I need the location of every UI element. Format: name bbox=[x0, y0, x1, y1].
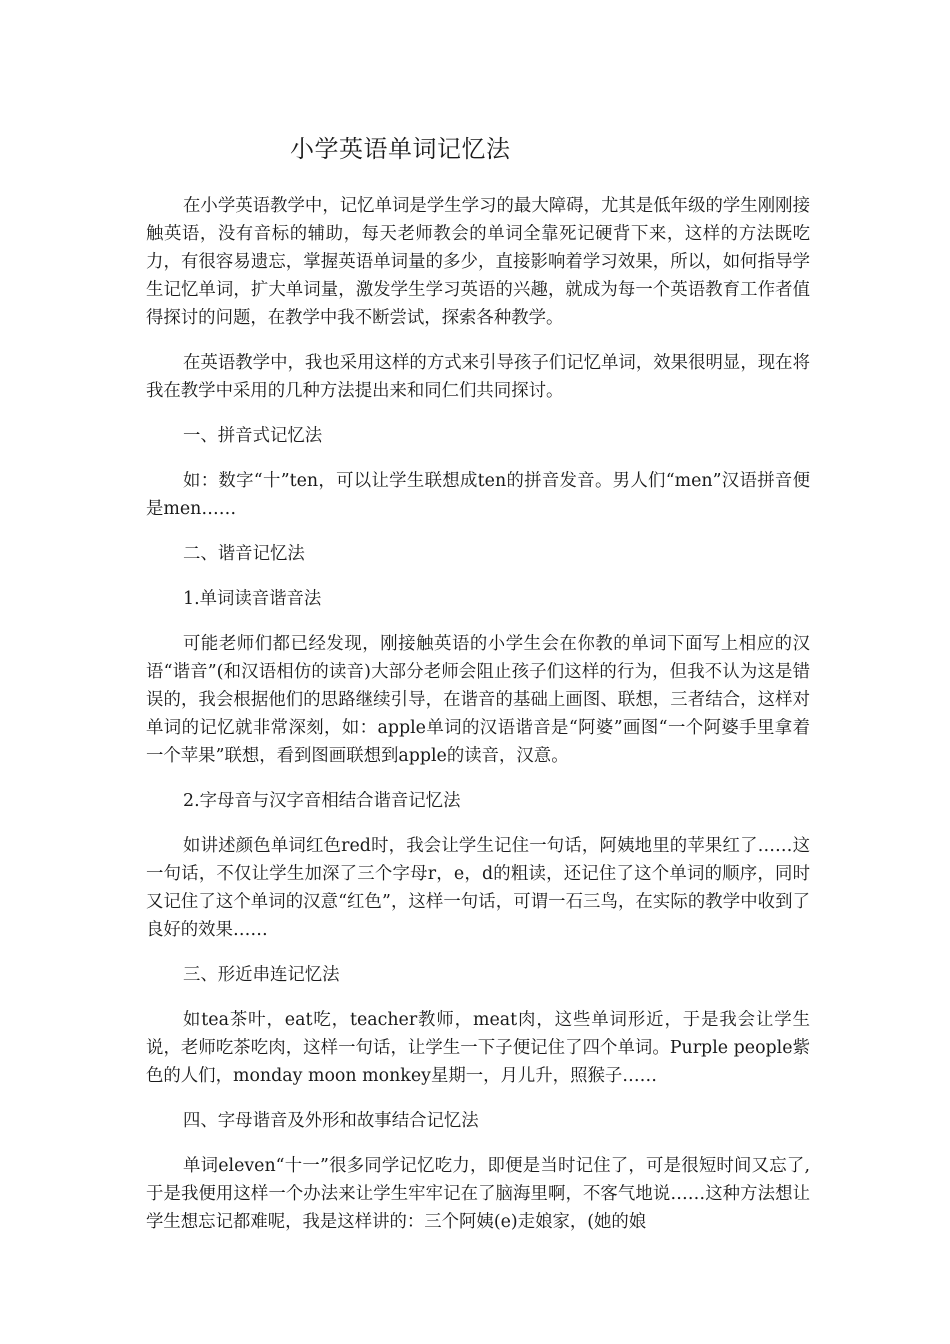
section-heading: 四、字母谐音及外形和故事结合记忆法 bbox=[183, 1111, 479, 1131]
section-heading: 一、拼音式记忆法 bbox=[183, 426, 323, 446]
paragraph: 单词eleven“十一”很多同学记忆吃力，即便是当时记住了，可是很短时间又忘了,于是我便用这样一个办法来让学生牢牢记在了脑海里啊，不客气地说……这种方法想让学生想忘记都难呢，我是这样讲的：三个阿姨(e)走娘家，(她的娘 bbox=[146, 1156, 810, 1232]
paragraph: 在小学英语教学中，记忆单词是学生学习的最大障碍，尤其是低年级的学生刚刚接触英语，没有音标的辅助，每天老师教会的单词全靠死记硬背下来，这样的方法既吃力，有很容易遗忘，掌握英语单词量的多少，直接影响着学习效果，所以，如何指导学生记忆单词，扩大单词量，激发学生学习英语的兴趣，就成为每一个英语教育工作者值得探讨的问题，在教学中我不断尝试，探索各种教学。 bbox=[146, 196, 810, 328]
paragraph: 如tea茶叶，eat吃，teacher教师，meat肉，这些单词形近，于是我会让学生说，老师吃茶吃肉，这样一句话，让学生一下子便记住了四个单词。Purple people紫色的人们，monday moon monkey星期一，月儿升，照猴子…… bbox=[146, 1010, 810, 1086]
paragraph: 如讲述颜色单词红色red时，我会让学生记住一句话，阿姨地里的苹果红了……这一句话，不仅让学生加深了三个字母r，e，d的粗读，还记住了这个单词的顺序，同时又记住了这个单词的汉意“红色”，这样一句话，可谓一石三鸟，在实际的教学中收到了良好的效果…… bbox=[146, 836, 810, 940]
document-body bbox=[146, 192, 810, 1253]
section-heading: 二、谐音记忆法 bbox=[183, 544, 305, 564]
subsection-heading: 1.单词读音谐音法 bbox=[183, 589, 322, 609]
paragraph: 可能老师们都已经发现，刚接触英语的小学生会在你教的单词下面写上相应的汉语“谐音”(和汉语相仿的读音)大部分老师会阻止孩子们这样的行为，但我不认为这是错误的，我会根据他们的思路继续引导，在谐音的基础上画图、联想，三者结合，这样对单词的记忆就非常深刻，如：apple单词的汉语谐音是“阿婆”画图“一个阿婆手里拿着一个苹果”联想，看到图画联想到apple的读音，汉意。 bbox=[146, 634, 810, 766]
subsection-heading: 2.字母音与汉字音相结合谐音记忆法 bbox=[183, 791, 461, 811]
section-heading: 三、形近串连记忆法 bbox=[183, 965, 340, 985]
paragraph: 在英语教学中，我也采用这样的方式来引导孩子们记忆单词，效果很明显，现在将我在教学中采用的几种方法提出来和同仁们共同探讨。 bbox=[146, 353, 810, 401]
document-title: 小学英语单词记忆法 bbox=[290, 135, 511, 163]
paragraph: 如：数字“十”ten，可以让学生联想成ten的拼音发音。男人们“men”汉语拼音便是men…… bbox=[146, 471, 810, 519]
